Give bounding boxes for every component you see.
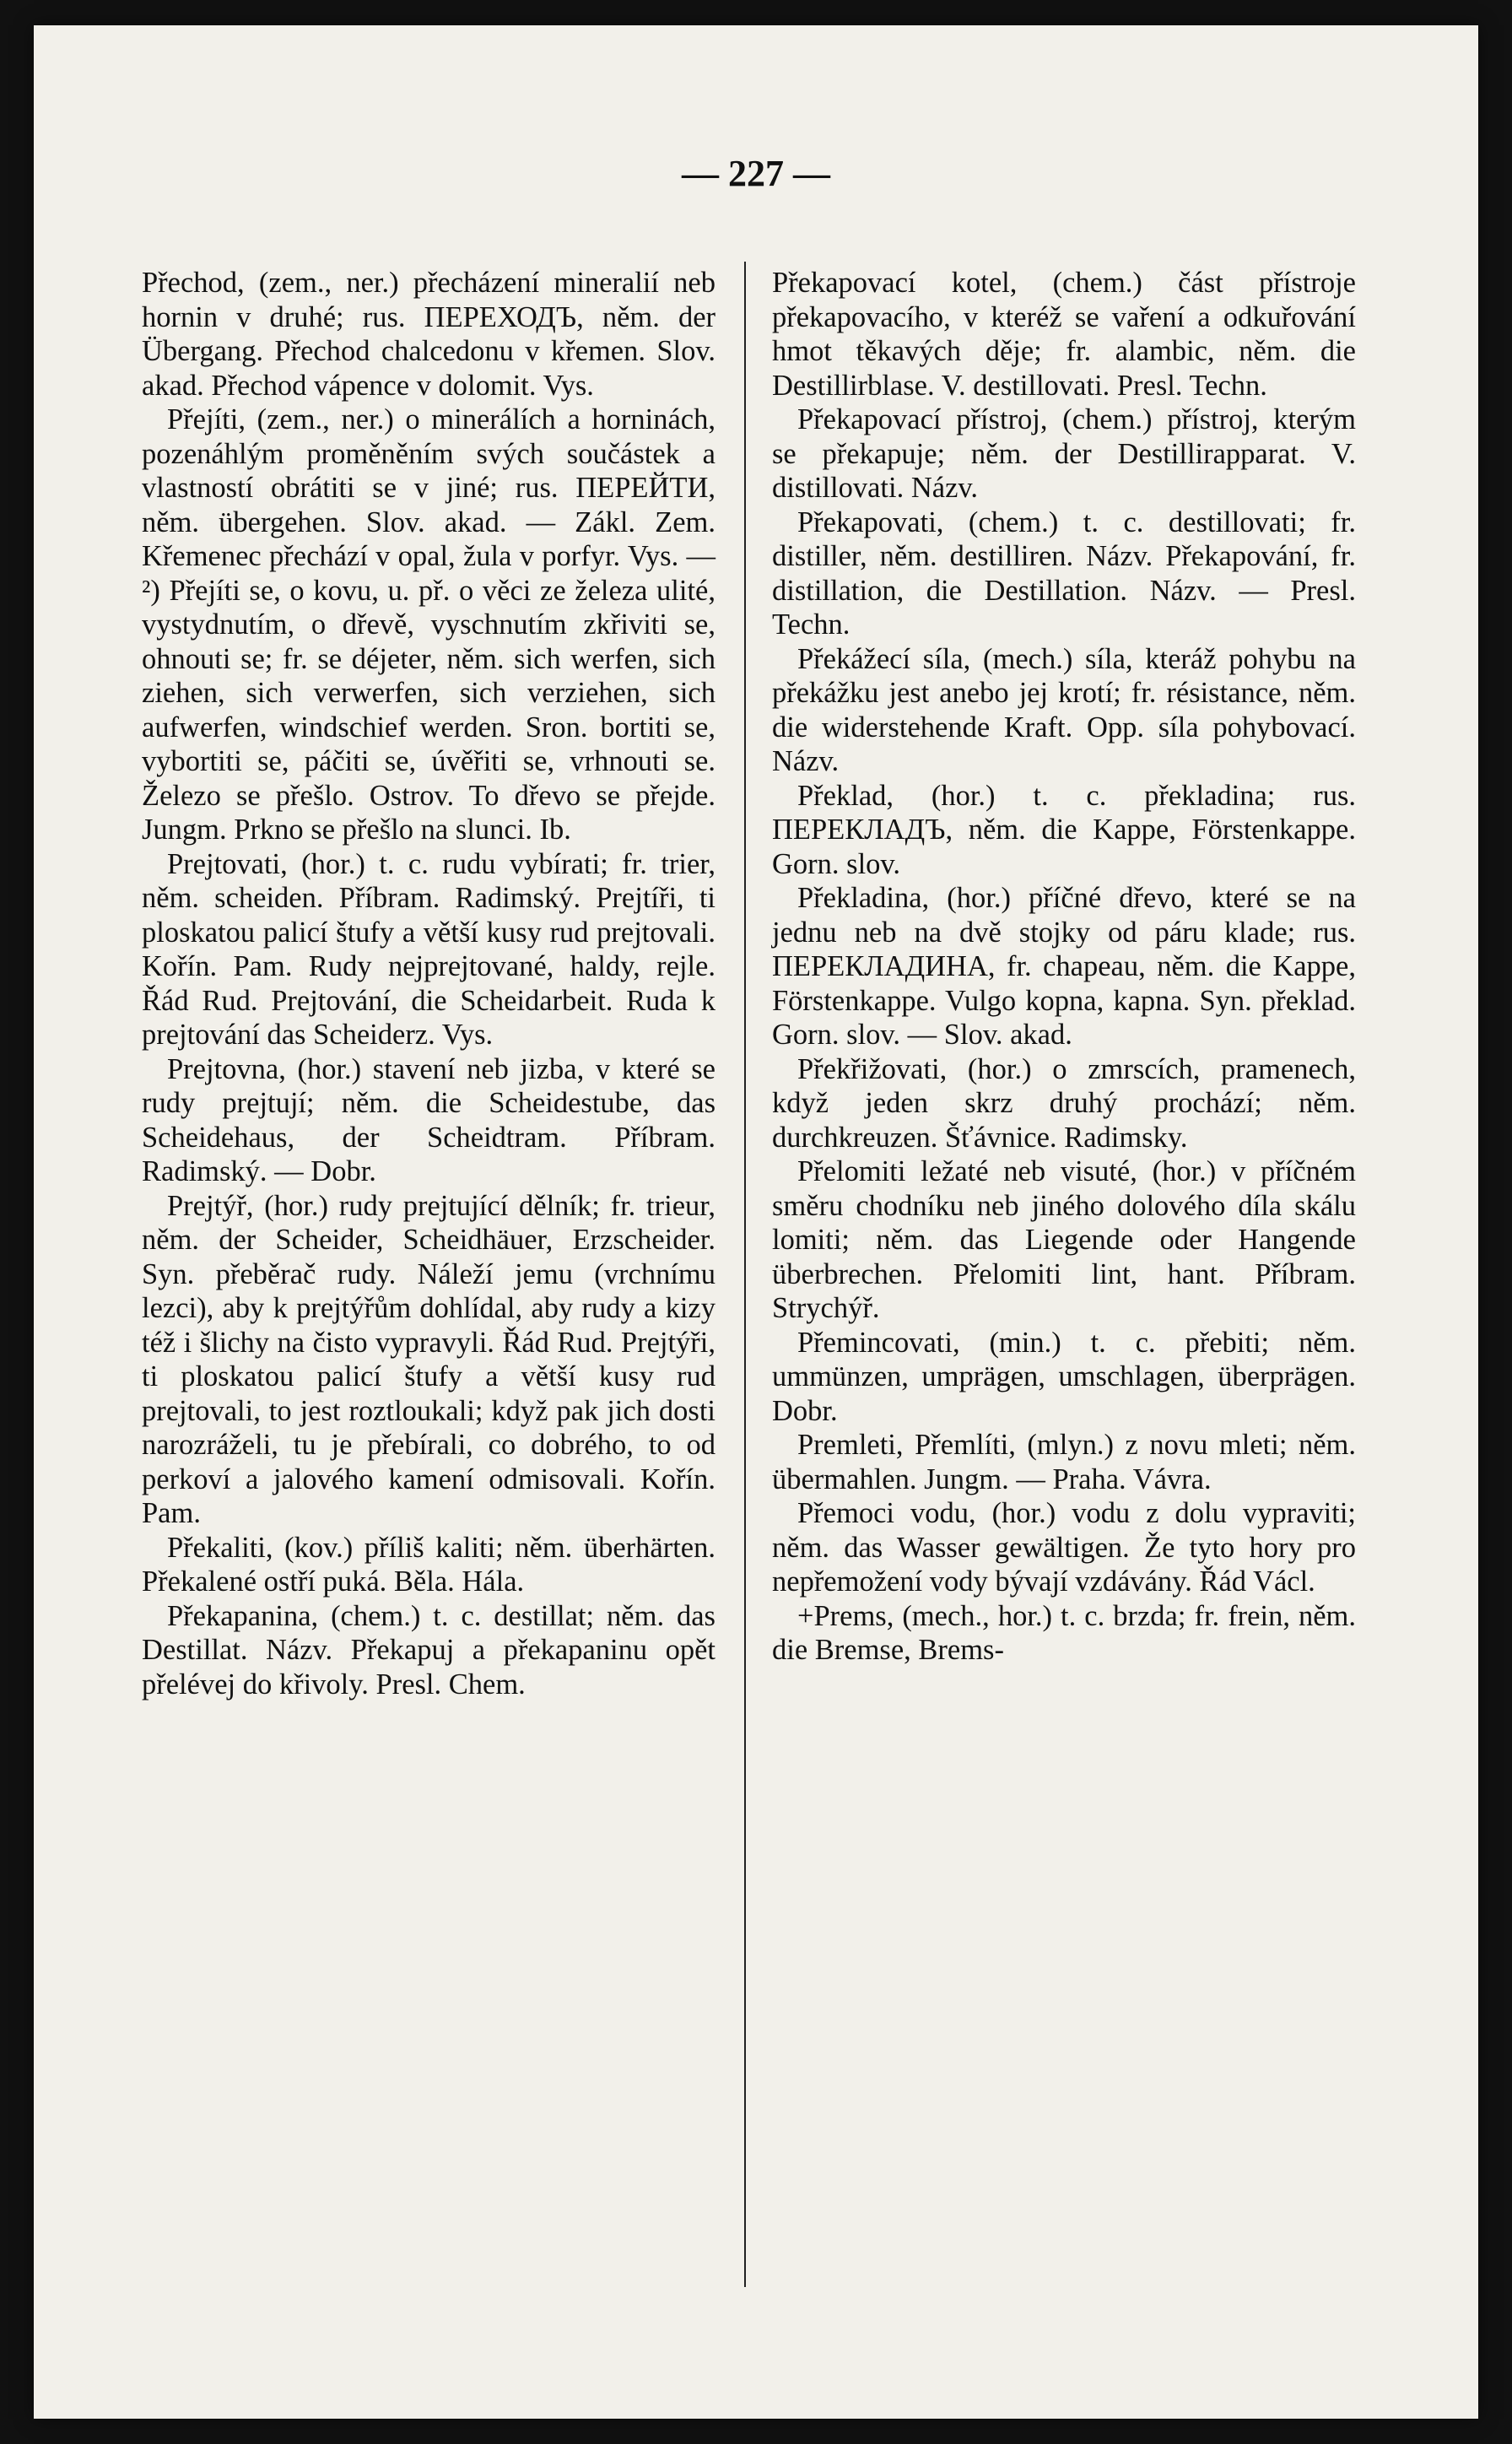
- entry-prekapovati: Překapovati, (chem.) t. c. destillovati; fr. distiller, něm. destilliren. Názv. Překapování, fr. distillation, die Destillation. Názv. — Presl. Techn.: [772, 506, 1356, 641]
- column-divider: [744, 262, 746, 2287]
- entry-prejtovna: Prejtovna, (hor.) stavení neb jizba, v které se rudy prejtují; něm. die Scheidestube, das Scheidehaus, der Scheidtram. Příbram. Radimský. — Dobr.: [142, 1052, 716, 1187]
- entry-prelomiti: Přelomiti ležaté neb visuté, (hor.) v příčném směru chodníku neb jiného dolového díla skálu lomiti; něm. das Liegende oder Hangende überbrechen. Přelomiti lint, hant. Příbram. Strychýř.: [772, 1155, 1356, 1324]
- entry-prekapovaci-kotel: Překapovací kotel, (chem.) část přístroje překapovacího, v kteréž se vaření a odkuřování hmot těkavých děje; fr. alambic, něm. die Destillirblase. V. destillovati. Presl. Techn.: [772, 267, 1356, 402]
- entry-prekazeci-sila: Překážecí síla, (mech.) síla, kteráž pohybu na překážku jest anebo jej krotí; fr. résistance, něm. die widerstehende Kraft. Opp. síla pohybovací. Názv.: [772, 642, 1356, 777]
- entry-prekrizovati: Překřižovati, (hor.) o zmrscích, pramenech, když jeden skrz druhý prochází; něm. durchkreuzen. Šťávnice. Radimsky.: [772, 1052, 1356, 1154]
- entry-prejtovati: Prejtovati, (hor.) t. c. rudu vybírati; fr. trier, něm. scheiden. Příbram. Radimský. Prejtíři, ti ploskatou palicí štufy a větší kusy rud prejtovali. Kořín. Pam. Rudy nejprejtované, haldy, rejle. Řád Rud. Prejtování, die Scheidarbeit. Ruda k prejtování das Scheiderz. Vys.: [142, 847, 716, 1051]
- entry-preklad: Překlad, (hor.) t. c. překladina; rus. ПЕРЕКЛАДЪ, něm. die Kappe, Förstenkappe. Gorn. slov.: [772, 779, 1356, 880]
- left-column: [142, 266, 716, 1701]
- entry-prechod: Přechod, (zem., ner.) přecházení mineralií neb hornin v druhé; rus. ПЕРЕХОДЪ, něm. der Übergang. Přechod chalcedonu v křemen. Slov. akad. Přechod vápence v dolomit. Vys.: [142, 267, 716, 402]
- entry-prekladina: Překladina, (hor.) příčné dřevo, které se na jednu neb na dvě stojky od páru klade; rus. ПЕРЕКЛАДИНА, fr. chapeau, něm. die Kappe, Förstenkappe. Vulgo kopna, kapna. Syn. překlad. Gorn. slov. — Slov. akad.: [772, 882, 1356, 1051]
- entry-prejiti: Přejíti, (zem., ner.) o minerálích a horninách, pozenáhlým proměněním svých součástek a vlastností obrátiti se v jiné; rus. ПЕРЕЙТИ, něm. übergehen. Slov. akad. — Zákl. Zem. Křemenec přechází v opal, žula v porfyr. Vys. — ²) Přejíti se, o kovu, u. př. o věci ze železa ulité, vystydnutím, o dřevě, vyschnutím zkřiviti se, ohnouti se; fr. se déjeter, něm. sich werfen, sich ziehen, sich verwerfen, sich verziehen, sich aufwerfen, windschief werden. Sron. bortiti se, vybortiti se, páčiti se, úvěřiti se, vrhnouti se. Železo se přešlo. Ostrov. To dřevo se přejde. Jungm. Prkno se přešlo na slunci. Ib.: [142, 403, 716, 846]
- entry-prems: +Prems, (mech., hor.) t. c. brzda; fr. frein, něm. die Bremse, Brems-: [772, 1599, 1356, 1666]
- right-column: [772, 266, 1356, 1668]
- entry-premincovati: Přemincovati, (min.) t. c. přebiti; něm. ummünzen, umprägen, umschlagen, überprägen. Dobr.: [772, 1326, 1356, 1427]
- entry-prekaliti: Překaliti, (kov.) příliš kaliti; něm. überhärten. Překalené ostří puká. Běla. Hála.: [142, 1531, 716, 1598]
- entry-prekapovaci-pristroj: Překapovací přístroj, (chem.) přístroj, kterým se překapuje; něm. der Destillirapparat. V. distillovati. Názv.: [772, 403, 1356, 504]
- entry-premleti: Premleti, Přemlíti, (mlyn.) z novu mleti; něm. übermahlen. Jungm. — Praha. Vávra.: [772, 1429, 1356, 1495]
- entry-prekapanina: Překapanina, (chem.) t. c. destillat; něm. das Destillat. Názv. Překapuj a překapaninu opět přelévej do křivoly. Presl. Chem.: [142, 1599, 716, 1701]
- page-number: — 227 —: [682, 153, 830, 194]
- entry-prejtyr: Prejtýř, (hor.) rudy prejtující dělník; fr. trieur, něm. der Scheider, Scheidhäuer, Erzscheider. Syn. přeběrač rudy. Náleží jemu (vrchnímu lezci), aby k prejtýřům dohlídal, aby rudy a kizy též i šlichy na čisto vypravyli. Řád Rud. Prejtýři, ti ploskatou palicí štufy a větší kusy rud prejtovali, to jest roztloukali; když pak jich dosti narozráželi, tu je přebírali, co dobrého, to od perkoví a jalového kamení odmisovali. Kořín. Pam.: [142, 1189, 716, 1529]
- dictionary-page: [34, 25, 1478, 2419]
- entry-premoci-vodu: Přemoci vodu, (hor.) vodu z dolu vypraviti; něm. das Wasser gewältigen. Že tyto hory pro nepřemožení vody bývají vzdávány. Řád Václ.: [772, 1497, 1356, 1598]
